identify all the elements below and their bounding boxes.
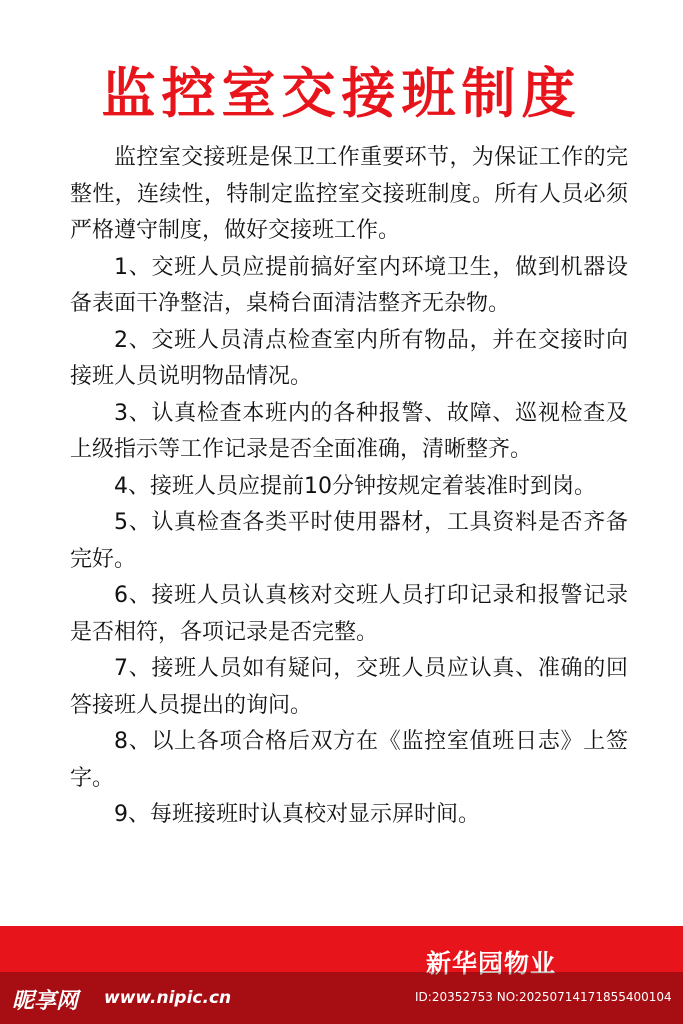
page-title: 监控室交接班制度 — [101, 62, 582, 125]
rule-item-2: 2、交班人员清点检查室内所有物品，并在交接时向接班人员说明物品情况。 — [70, 327, 628, 389]
rule-item-7: 7、接班人员如有疑问，交班人员应认真、准确的回答接班人员提出的询问。 — [70, 656, 628, 718]
rule-item-4: 4、接班人员应提前10分钟按规定着装准时到岗。 — [114, 473, 596, 499]
rule-item-6: 6、接班人员认真核对交班人员打印记录和报警记录是否相符，各项记录是否完整。 — [70, 583, 628, 645]
rule-item-8: 8、以上各项合格后双方在《监控室值班日志》上签字。 — [70, 729, 628, 791]
intro-paragraph: 监控室交接班是保卫工作重要环节，为保证工作的完整性，连续性，特制定监控室交接班制度。所有人员必须严格遵守制度，做好交接班工作。 — [70, 145, 628, 243]
watermark-url: www.nipic.cn — [104, 988, 232, 1008]
watermark-logo: 昵享网 — [12, 989, 79, 1014]
rule-item-3: 3、认真检查本班内的各种报警、故障、巡视检查及上级指示等工作记录是否全面准确，清晰整齐。 — [70, 400, 628, 462]
rule-item-1: 1、交班人员应提前搞好室内环境卫生，做到机器设备表面干净整洁，桌椅台面清洁整齐无杂物。 — [70, 254, 628, 316]
regulation-body — [70, 140, 628, 834]
company-name: 新华园物业 — [426, 949, 557, 978]
rule-item-5: 5、认真检查各类平时使用器材，工具资料是否齐备完好。 — [70, 510, 628, 572]
watermark-id: ID:20352753 NO:20250714171855400104 — [415, 990, 672, 1004]
rule-item-9: 9、每班接班时认真校对显示屏时间。 — [114, 802, 480, 827]
